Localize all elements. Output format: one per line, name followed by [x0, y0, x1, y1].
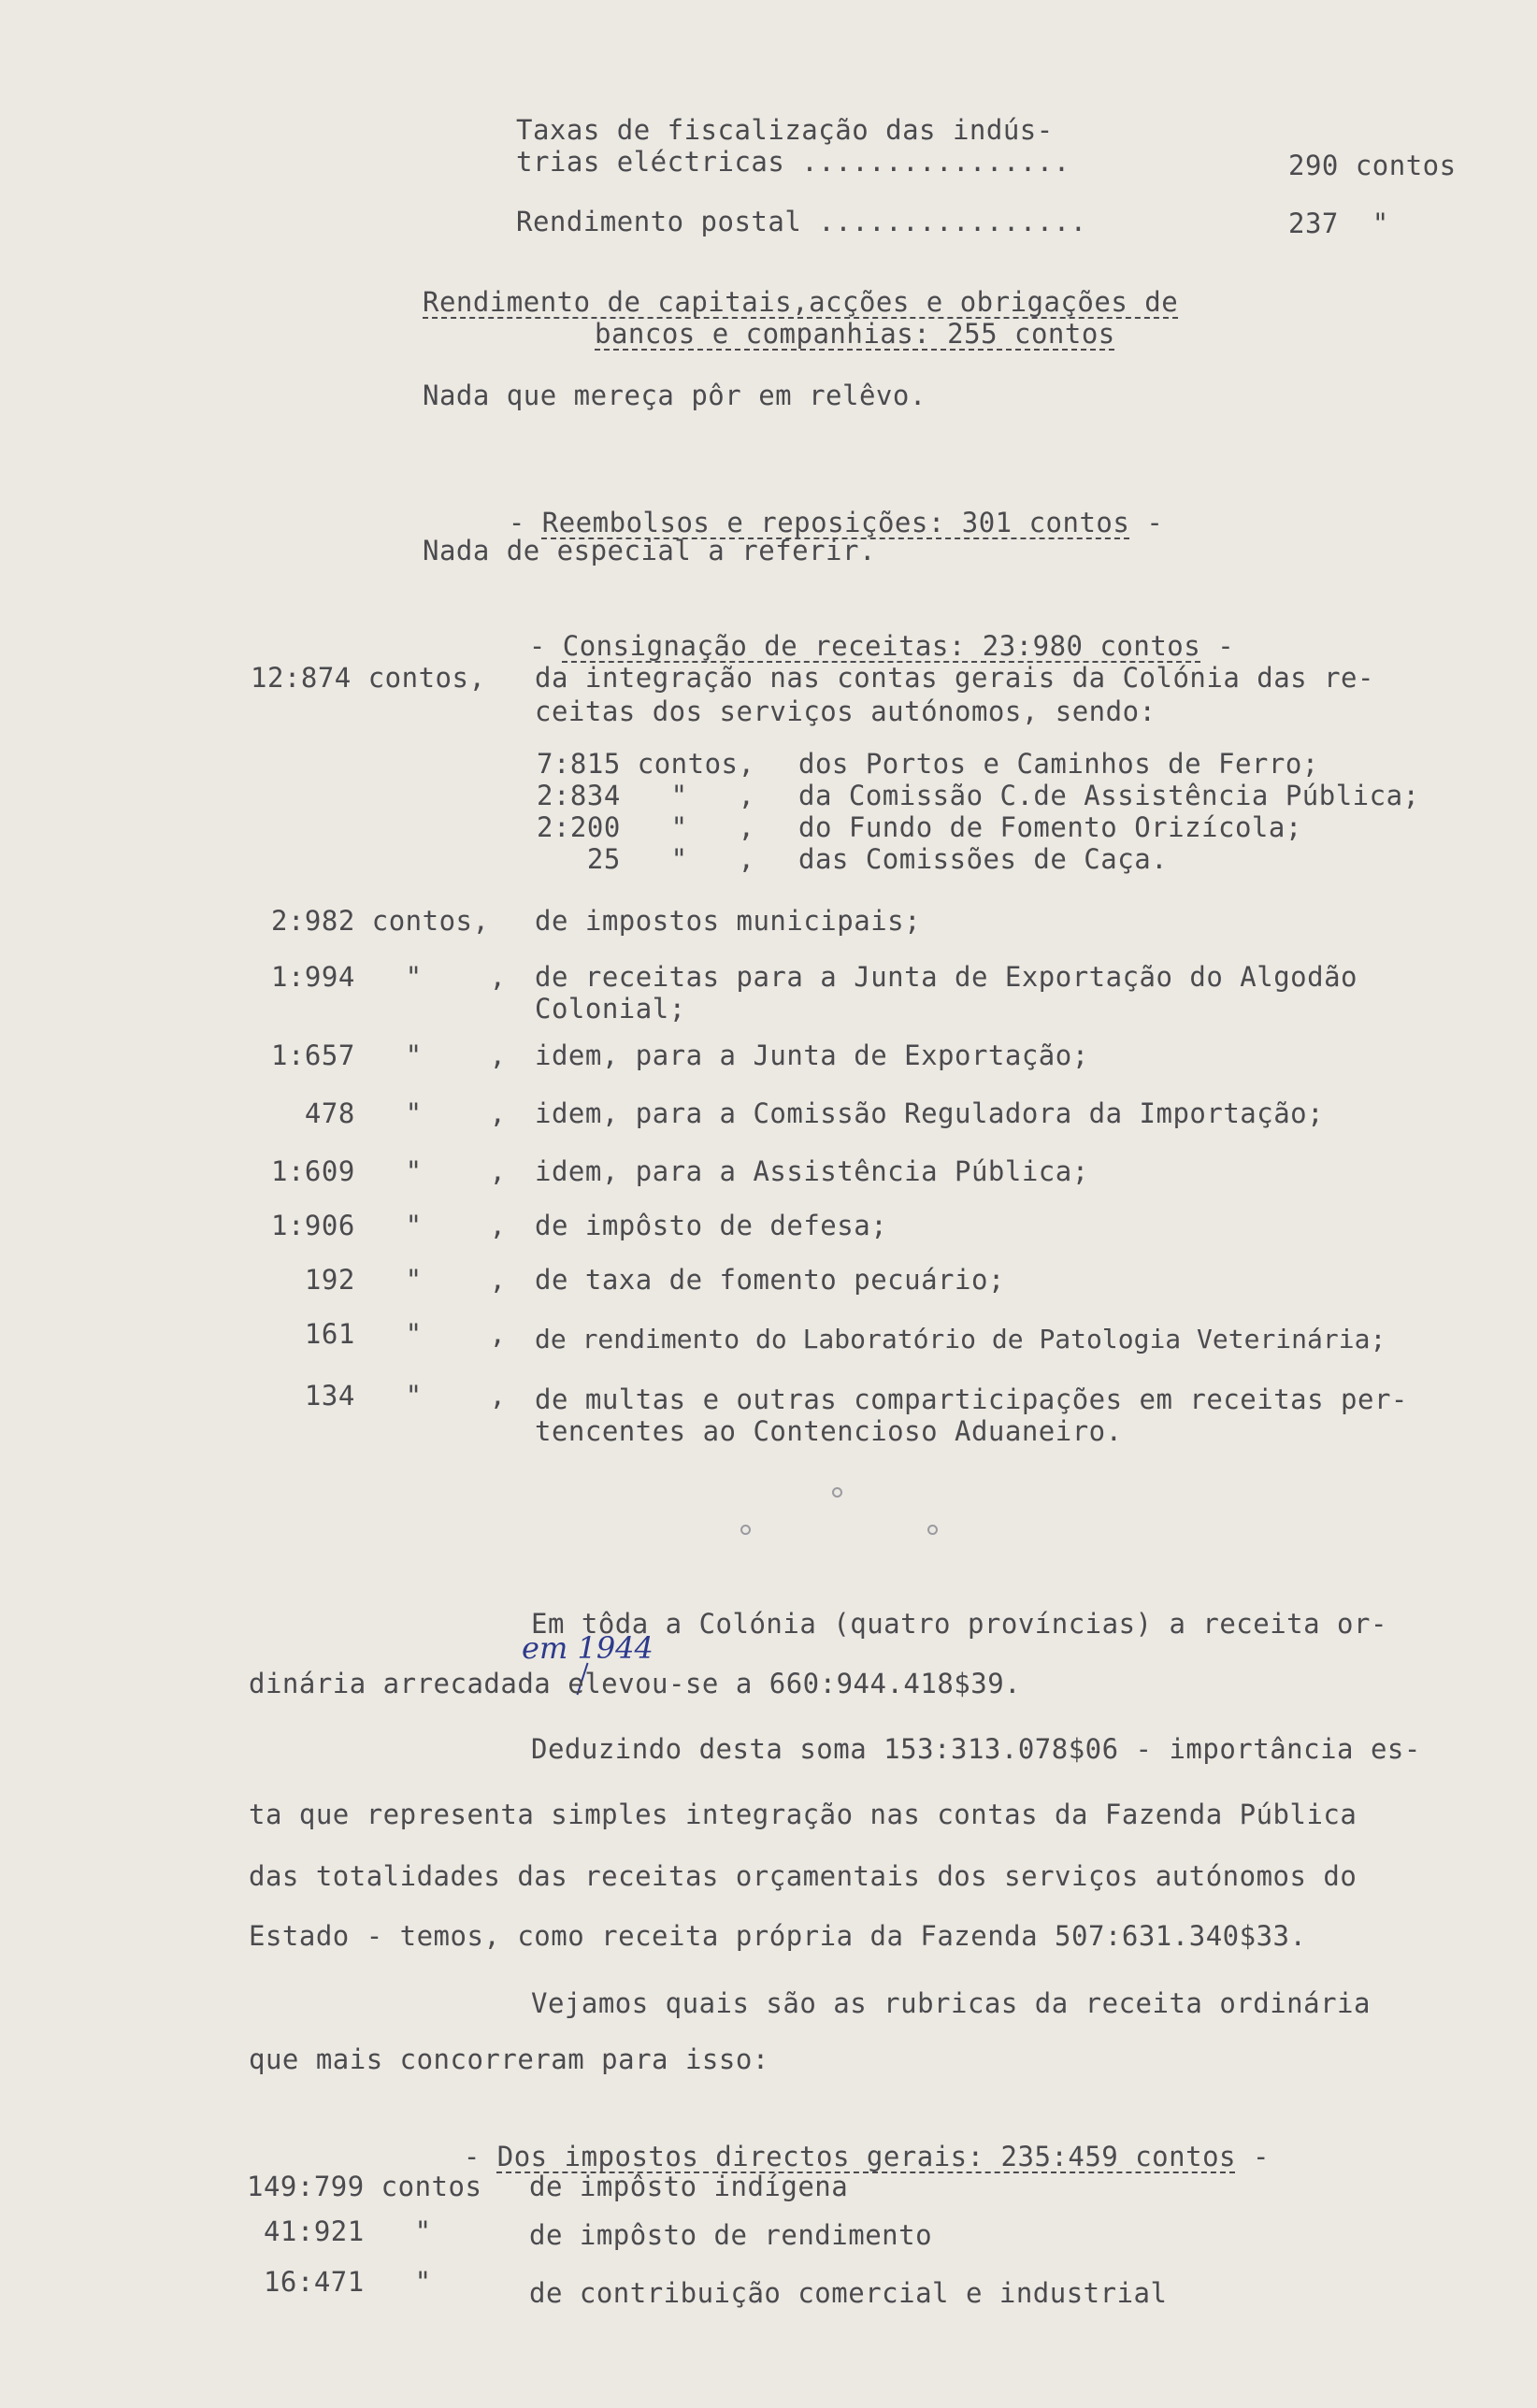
taxas-value: 290 contos — [1288, 150, 1457, 181]
item-desc: idem, para a Assistência Pública; — [535, 1155, 1089, 1187]
separator-dot — [927, 1525, 938, 1535]
item-desc: de receitas para a Junta de Exportação do Algodão — [535, 961, 1358, 993]
paragraph-2-line-3: das totalidades das receitas orçamentais dos serviços autónomos do — [249, 1860, 1357, 1892]
consignacao-first-amount: 12:874 contos, — [251, 662, 486, 694]
sub-amount: 7:815 contos, — [537, 748, 755, 780]
paragraph-2-line-4: Estado - temos, como receita própria da Fazenda 507:631.340$33. — [249, 1920, 1307, 1952]
paragraph-1-line-1: Em tôda a Colónia (quatro províncias) a receita or- — [531, 1608, 1387, 1640]
directos-desc: de impôsto de rendimento — [529, 2219, 933, 2251]
taxas-line-2: trias eléctricas ................ — [516, 146, 1070, 178]
paragraph-3-line-2: que mais concorreram para isso: — [249, 2043, 769, 2075]
item-amount: 478 " , — [271, 1097, 507, 1129]
item-amount: 161 " , — [271, 1318, 507, 1350]
paragraph-3-line-1: Vejamos quais são as rubricas da receita ordinária — [531, 1987, 1371, 2019]
item-desc: de multas e outras comparticipações em receitas per- — [535, 1383, 1408, 1415]
item-amount: 2:982 contos, — [271, 905, 490, 937]
heading-dash: - — [1235, 2141, 1270, 2172]
consignacao-first-desc-2: ceitas dos serviços autónomos, sendo: — [535, 695, 1156, 727]
postal-line: Rendimento postal ................ — [516, 206, 1087, 237]
item-desc: de impostos municipais; — [535, 905, 922, 937]
sub-desc: do Fundo de Fomento Orizícola; — [798, 811, 1302, 843]
item-desc: de taxa de fomento pecuário; — [535, 1264, 1005, 1296]
directos-desc: de contribuição comercial e industrial — [529, 2277, 1168, 2309]
consignacao-first-desc-1: da integração nas contas gerais da Colónia das re- — [535, 662, 1374, 694]
reembolsos-text: Nada de especial a referir. — [423, 535, 876, 566]
capitais-heading-2: bancos e companhias: 255 contos — [595, 318, 1115, 350]
directos-amount: 41:921 " — [247, 2215, 432, 2247]
reembolsos-title: Reembolsos e reposições: 301 contos — [541, 507, 1130, 538]
handwritten-annotation: em 1944 — [522, 1630, 654, 1666]
item-desc-cont: Colonial; — [535, 993, 686, 1025]
sub-desc: da Comissão C.de Assistência Pública; — [798, 780, 1420, 811]
item-desc: idem, para a Junta de Exportação; — [535, 1039, 1089, 1071]
item-amount: 1:609 " , — [271, 1155, 507, 1187]
heading-dash: - — [1200, 630, 1235, 662]
item-amount: 192 " , — [271, 1264, 507, 1296]
item-amount: 1:657 " , — [271, 1039, 507, 1071]
item-desc: de rendimento do Laboratório de Patologia Veterinária; — [535, 1324, 1386, 1354]
item-amount: 134 " , — [271, 1380, 507, 1412]
sub-amount: 2:834 " , — [537, 780, 755, 811]
postal-value: 237 " — [1288, 208, 1389, 239]
taxas-line-1: Taxas de fiscalização das indús- — [516, 114, 1054, 146]
directos-amount: 149:799 contos — [247, 2171, 482, 2202]
heading-dash: - — [463, 2141, 497, 2172]
sub-amount: 25 " , — [537, 843, 755, 875]
paragraph-2-line-2: ta que representa simples integração nas contas da Fazenda Pública — [249, 1799, 1357, 1830]
item-desc: de impôsto de defesa; — [535, 1210, 888, 1241]
heading-dash: - — [508, 507, 542, 538]
separator-dot — [832, 1487, 842, 1498]
directos-desc: de impôsto indígena — [529, 2171, 849, 2202]
directos-title: Dos impostos directos gerais: 235:459 contos — [496, 2141, 1236, 2172]
item-desc: idem, para a Comissão Reguladora da Importação; — [535, 1097, 1325, 1129]
item-desc-cont: tencentes ao Contencioso Aduaneiro. — [535, 1415, 1123, 1447]
directos-amount: 16:471 " — [247, 2266, 432, 2298]
sub-desc: das Comissões de Caça. — [798, 843, 1169, 875]
paragraph-2-line-1: Deduzindo desta soma 153:313.078$06 - importância es- — [531, 1733, 1421, 1765]
item-amount: 1:994 " , — [271, 961, 507, 993]
separator-dot — [740, 1525, 751, 1535]
paragraph-1-line-2: dinária arrecadada elevou-se a 660:944.418$39. — [249, 1668, 1022, 1699]
sub-desc: dos Portos e Caminhos de Ferro; — [798, 748, 1319, 780]
sub-amount: 2:200 " , — [537, 811, 755, 843]
consignacao-title: Consignação de receitas: 23:980 contos — [562, 630, 1201, 662]
capitais-heading-1: Rendimento de capitais,acções e obrigações de — [423, 286, 1179, 318]
item-amount: 1:906 " , — [271, 1210, 507, 1241]
heading-dash: - — [528, 630, 563, 662]
heading-dash: - — [1129, 507, 1164, 538]
capitais-text: Nada que mereça pôr em relêvo. — [423, 380, 927, 411]
